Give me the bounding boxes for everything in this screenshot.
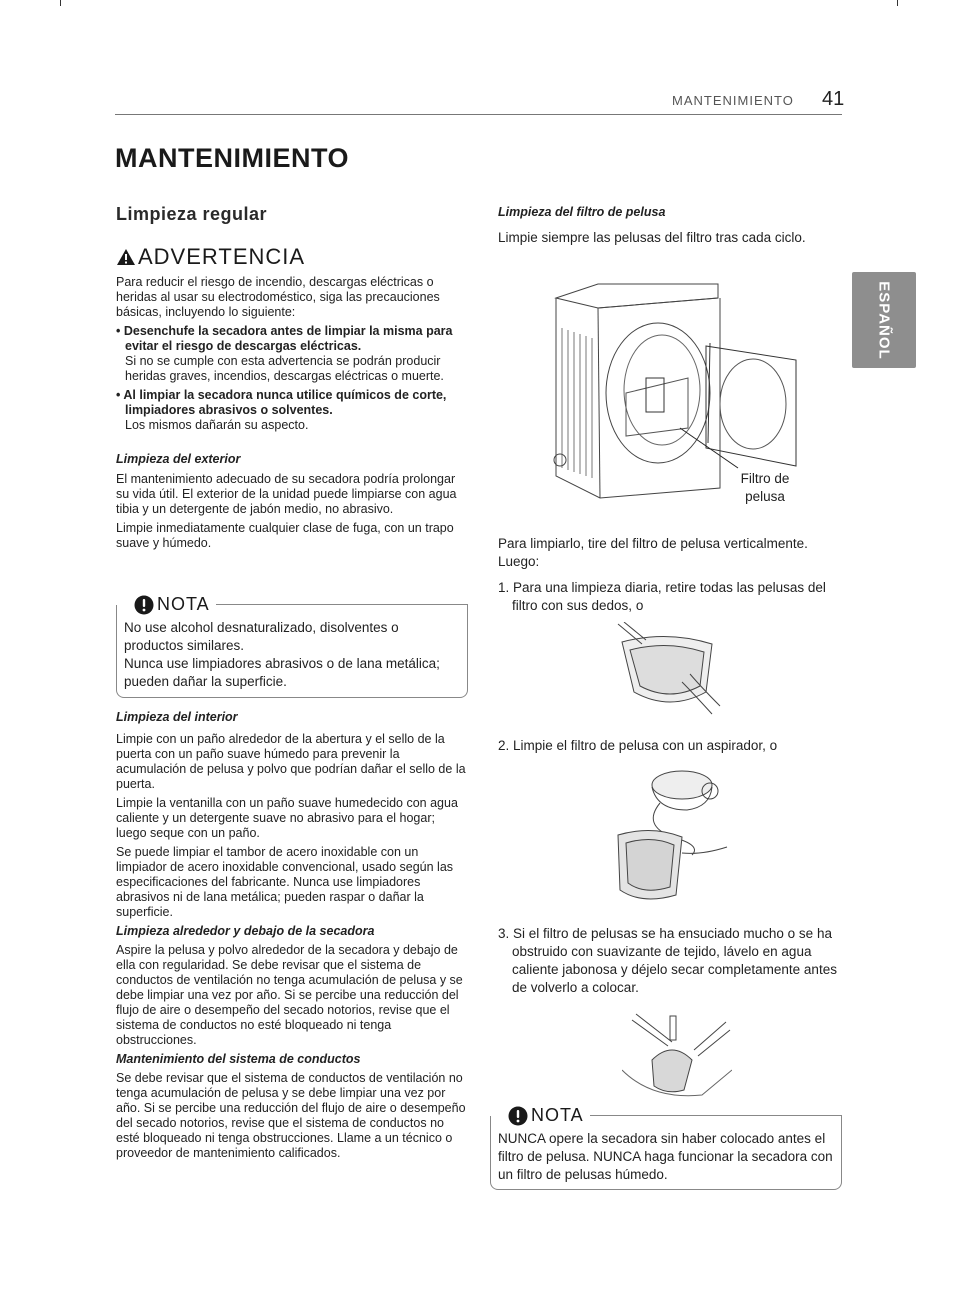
exterior-paragraph-2: Limpie inmediatamente cualquier clase de fuga, con un trapo suave y húmedo. xyxy=(116,521,454,550)
step-1: 1. Para una limpieza diaria, retire todas las pelusas del filtro con sus dedos, o xyxy=(498,580,826,613)
running-header: MANTENIMIENTO xyxy=(672,93,794,108)
washing-illustration xyxy=(622,1010,732,1105)
lint-instructions xyxy=(498,535,843,615)
crop-mark-left xyxy=(60,0,61,6)
header-rule xyxy=(115,114,842,115)
nota-1-line-1: No use alcohol desnaturalizado, disolventes o productos similares. xyxy=(124,620,399,653)
info-exclamation-icon xyxy=(508,1106,528,1126)
exterior-paragraph-1: El mantenimiento adecuado de su secadora podría prolongar su vida útil. El exterior de la unidad puede limpiarse con agua tibia y un detergente de jabón medio, no abrasivo. xyxy=(116,472,457,516)
around-title: Limpieza alrededor y debajo de la secadora xyxy=(116,924,375,938)
lint-filter-callout xyxy=(735,470,795,506)
filter-hand-illustration xyxy=(612,622,722,722)
nota-1-label: NOTA xyxy=(157,594,210,614)
warning-heading xyxy=(116,244,305,270)
callout-line-1: Filtro de xyxy=(740,471,790,486)
warning-item-2-bold: • Al limpiar la secadora nunca utilice químicos de corte, limpiadores abrasivos o solventes. xyxy=(116,388,447,417)
exterior-title: Limpieza del exterior xyxy=(116,452,241,466)
language-tab-label: ESPAÑOL xyxy=(875,280,893,360)
page-number: 41 xyxy=(822,88,845,110)
step-2-wrap xyxy=(498,737,843,755)
nota-2-text: NUNCA opere la secadora sin haber colocado antes el filtro de pelusa. NUNCA haga funcionar la secadora con un filtro de pelusas húmedo. xyxy=(498,1131,833,1182)
step-3: 3. Si el filtro de pelusas se ha ensuciado mucho o se ha obstruido con suavizante de tejido, lávelo en agua caliente jabonosa y déjelo secar completamente antes de volverlo a colocar. xyxy=(498,926,837,995)
section-title: Limpieza regular xyxy=(116,204,268,224)
warning-title: ADVERTENCIA xyxy=(138,244,306,269)
step-2: 2. Limpie el filtro de pelusa con un aspirador, o xyxy=(498,738,778,753)
warning-item-1-bold: • Desenchufe la secadora antes de limpiar la misma para evitar el riesgo de descargas eléctricas. xyxy=(116,324,453,353)
callout-line-2: pelusa xyxy=(745,489,785,504)
warning-item-2-text: Los mismos dañarán su aspecto. xyxy=(125,418,309,432)
lint-filter-paragraph-2: Para limpiarlo, tire del filtro de pelusa verticalmente. Luego: xyxy=(498,536,808,569)
nota-2-label: NOTA xyxy=(531,1105,584,1125)
step-3-wrap xyxy=(498,925,843,997)
exterior-section xyxy=(116,452,466,555)
ducts-title: Mantenimiento del sistema de conductos xyxy=(116,1052,361,1066)
language-tab xyxy=(852,272,916,368)
vacuum-illustration xyxy=(612,765,742,910)
around-paragraph: Aspire la pelusa y polvo alrededor de la secadora y debajo de ella con regularidad. Se debe revisar que el sistema de conductos de ventilación no tenga acumulación de pelusa y se debe limpiar una vez por año. Si se percibe una reducción del flujo de aire o desempeño del secado notorios, revise que el sistema de conductos no esté bloqueado ni tenga obstrucciones. xyxy=(116,943,463,1047)
warning-body xyxy=(116,275,466,437)
interior-paragraph-3: Se puede limpiar el tambor de acero inoxidable con un limpiador de acero inoxidable convencional, usado según las especificaciones del fabricante. Nunca use limpiadores abrasivos ni de lana metálica; pueden raspar o dañar la superficie. xyxy=(116,845,454,919)
lint-filter-section xyxy=(498,203,843,247)
info-exclamation-icon xyxy=(134,595,154,615)
warning-item-1-text: Si no se cumple con esta advertencia se podrán producir heridas graves, incendios, descargas eléctricas o muerte. xyxy=(125,354,444,383)
ducts-paragraph: Se debe revisar que el sistema de conductos de ventilación no tenga acumulación de pelusa y se debe limpiar una vez por año. Si se percibe una reducción del flujo de aire o desempeño del secado notorios, revise que el sistema de conductos no esté bloqueado ni tenga obstrucciones. Llame a un técnico o proveedor de mantenimiento calificados. xyxy=(116,1071,466,1160)
lint-filter-title: Limpieza del filtro de pelusa xyxy=(498,205,666,219)
nota-box-2 xyxy=(490,1105,842,1190)
nota-1-line-2: Nunca use limpiadores abrasivos o de lana metálica; pueden dañar la superficie. xyxy=(124,656,440,689)
interior-title: Limpieza del interior xyxy=(116,710,238,724)
warning-intro: Para reducir el riesgo de incendio, descargas eléctricas o heridas al usar su electrodoméstico, siga las precauciones básicas, incluyendo lo siguiente: xyxy=(116,275,440,319)
warning-triangle-icon xyxy=(116,248,136,266)
page-title: MANTENIMIENTO xyxy=(115,143,349,173)
crop-mark-right xyxy=(897,0,898,6)
interior-paragraph-2: Limpie la ventanilla con un paño suave humedecido con agua caliente y un detergente suave no abrasivo para el hogar; luego seque con un paño. xyxy=(116,796,458,840)
lint-filter-paragraph-1: Limpie siempre las pelusas del filtro tras cada ciclo. xyxy=(498,230,806,245)
nota-box-1 xyxy=(116,594,468,698)
interior-section xyxy=(116,710,466,1165)
interior-paragraph-1: Limpie con un paño alrededor de la abertura y el sello de la puerta con un paño suave húmedo para prevenir la acumulación de pelusa y polvo que podrían dañar el sello de la puerta. xyxy=(116,732,466,791)
